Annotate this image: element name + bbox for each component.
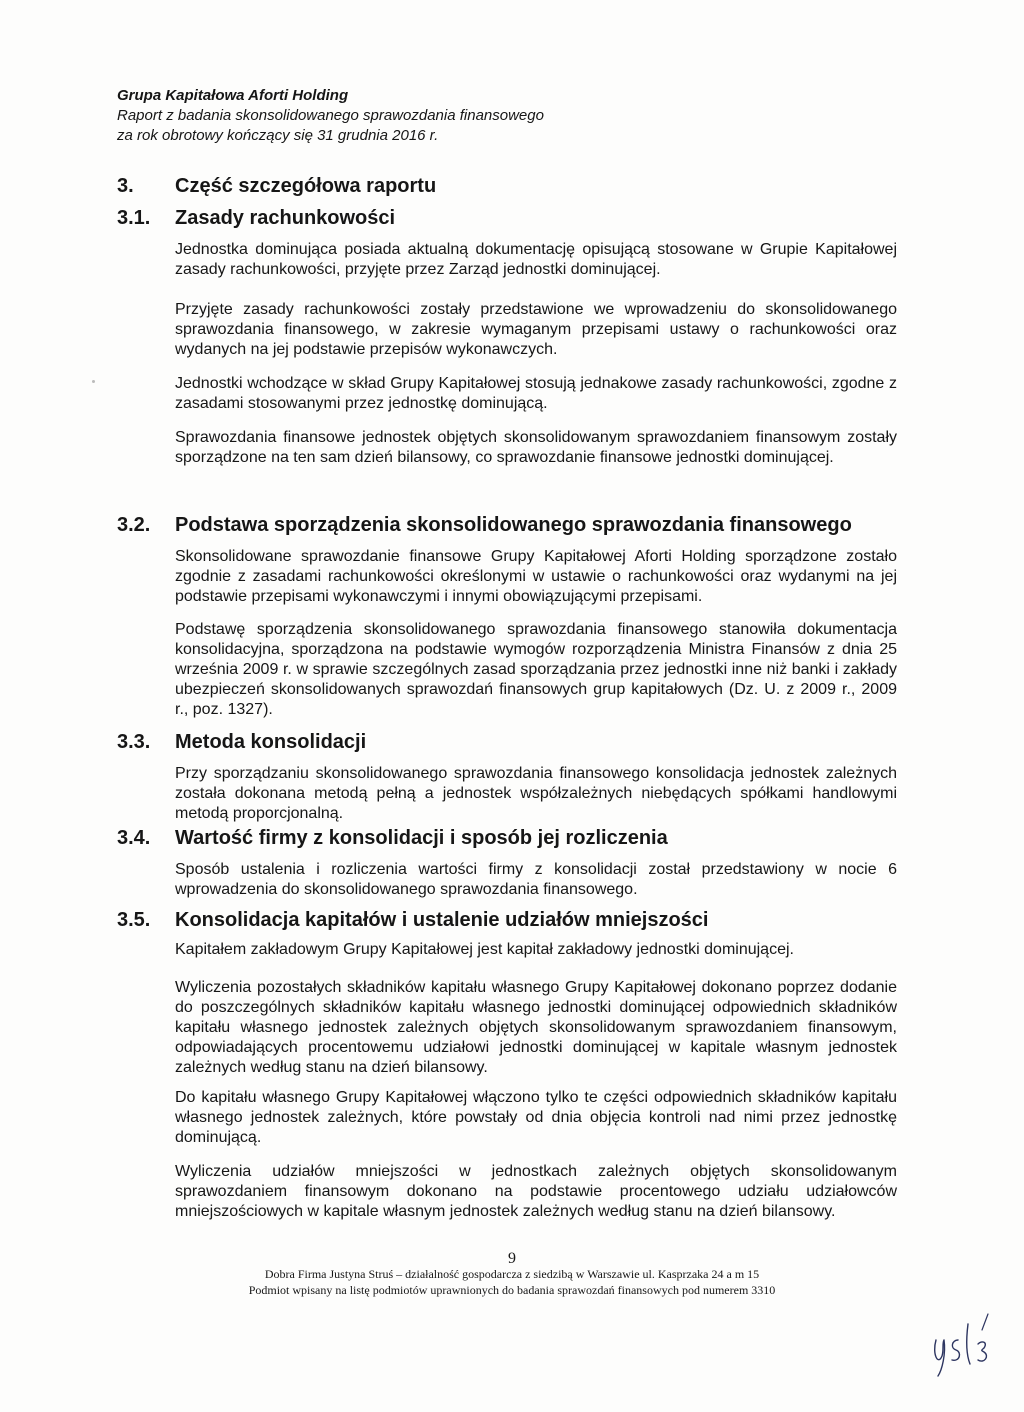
paragraph: Sprawozdania finansowe jednostek objętych skonsolidowanym sprawozdaniem finansowym zostały sporządzone na ten sam dzień bilansowy, co sprawozdanie finansowe jednostki dominującej. — [175, 429, 897, 466]
section-title: Część szczegółowa raportu — [175, 175, 437, 197]
page-number: 9 — [508, 1250, 516, 1267]
paragraph: Przy sporządzaniu skonsolidowanego sprawozdania finansowego konsolidacja jednostek zależnych została dokonana metodą pełną a jednostek współzależnych niebędących spółkami handlowymi metodą proporcjonalną. — [175, 765, 897, 822]
section-number: 3.4. — [117, 827, 151, 849]
paragraph: Do kapitału własnego Grupy Kapitałowej włączono tylko te części odpowiednich składników kapitału własnego jednostek zależnych, które powstały od dnia objęcia kontroli nad nimi przez jednostkę dominującą. — [175, 1089, 897, 1146]
section-title: Wartość firmy z konsolidacji i sposób jej rozliczenia — [175, 827, 668, 849]
section-number: 3.2. — [117, 514, 151, 536]
section-number: 3.1. — [117, 207, 151, 229]
section-title: Podstawa sporządzenia skonsolidowanego sprawozdania finansowego — [175, 514, 852, 536]
section-title: Metoda konsolidacji — [175, 731, 367, 753]
footer-registration-line: Podmiot wpisany na listę podmiotów uprawnionych do badania sprawozdań finansowych pod numerem 3310 — [248, 1283, 776, 1297]
section-number: 3.5. — [117, 909, 151, 931]
running-header — [117, 86, 544, 146]
section-number: 3.3. — [117, 731, 151, 753]
section-3-heading — [117, 174, 436, 198]
scan-speck — [92, 380, 95, 383]
footer-firm-line: Dobra Firma Justyna Struś – działalność gospodarcza z siedzibą w Warszawie ul. Kasprzaka 24 a m 15 — [264, 1267, 760, 1281]
section-title: Zasady rachunkowości — [175, 207, 396, 229]
section-3-4-heading — [117, 826, 668, 850]
header-company: Grupa Kapitałowa Aforti Holding — [117, 87, 349, 104]
paragraph: Podstawę sporządzenia skonsolidowanego sprawozdania finansowego stanowiła dokumentacja konsolidacyjna, sporządzona na podstawie wymogów rozporządzenia Ministra Finansów z dnia 25 września 2009 r. w sprawie szczególnych zasad sporządzania przez jednostki inne niż banki i zakłady ubezpieczeń skonsolidowanych sprawozdań finansowych grup kapitałowych (Dz. U. z 2009 r., 2009 r., poz. 1327). — [175, 621, 897, 718]
paragraph: Jednostka dominująca posiada aktualną dokumentację opisującą stosowane w Grupie Kapitałowej zasady rachunkowości, przyjęte przez Zarząd jednostki dominującej. — [175, 241, 897, 278]
header-period: za rok obrotowy kończący się 31 grudnia 2016 r. — [117, 127, 439, 144]
paragraph: Przyjęte zasady rachunkowości zostały przedstawione we wprowadzeniu do skonsolidowanego sprawozdania finansowego, w zakresie wymaganym przepisami ustawy o rachunkowości oraz wydanych na jej podstawie przepisów wykonawczych. — [175, 301, 897, 358]
paragraph: Kapitałem zakładowym Grupy Kapitałowej jest kapitał zakładowy jednostki dominującej. — [175, 941, 794, 958]
header-report-title: Raport z badania skonsolidowanego sprawozdania finansowego — [117, 107, 544, 124]
section-title: Konsolidacja kapitałów i ustalenie udziałów mniejszości — [175, 909, 709, 931]
paragraph: Wyliczenia pozostałych składników kapitału własnego Grupy Kapitałowej dokonano poprzez dodanie do poszczególnych składników kapitału własnego jednostki dominującej odpowiednich składników kapitału własnego jednostek zależnych objętych skonsolidowanym sprawozdaniem finansowym, odpowiadających procentowemu udziałowi jednostki dominującej w kapitale własnym jednostek zależnych według stanu na dzień bilansowy. — [175, 979, 897, 1076]
paragraph: Wyliczenia udziałów mniejszości w jednostkach zależnych objętych skonsolidowanym sprawozdaniem finansowym dokonano na podstawie procentowego udziału udziałowców mniejszościowych w kapitale własnym jednostek zależnych według stanu na dzień bilansowy. — [175, 1163, 897, 1220]
paragraph: Jednostki wchodzące w skład Grupy Kapitałowej stosują jednakowe zasady rachunkowości, zgodne z zasadami stosowanymi przez jednostkę dominującą. — [175, 375, 897, 412]
section-3-3-heading — [117, 730, 366, 754]
section-3-2-heading — [117, 513, 852, 537]
section-3-5-heading — [117, 908, 708, 932]
handwritten-initials-icon — [928, 1310, 998, 1380]
paragraph: Skonsolidowane sprawozdanie finansowe Grupy Kapitałowej Aforti Holding sporządzone zostało zgodnie z zasadami rachunkowości określonymi w ustawie o rachunkowości oraz wydanymi na jej podstawie przepisami wykonawczymi i innymi obowiązującymi przepisami. — [175, 548, 897, 605]
section-3-1-heading — [117, 206, 395, 230]
section-number: 3. — [117, 175, 134, 197]
paragraph: Sposób ustalenia i rozliczenia wartości firmy z konsolidacji został przedstawiony w nocie 6 wprowadzenia do skonsolidowanego sprawozdania finansowego. — [175, 861, 897, 898]
